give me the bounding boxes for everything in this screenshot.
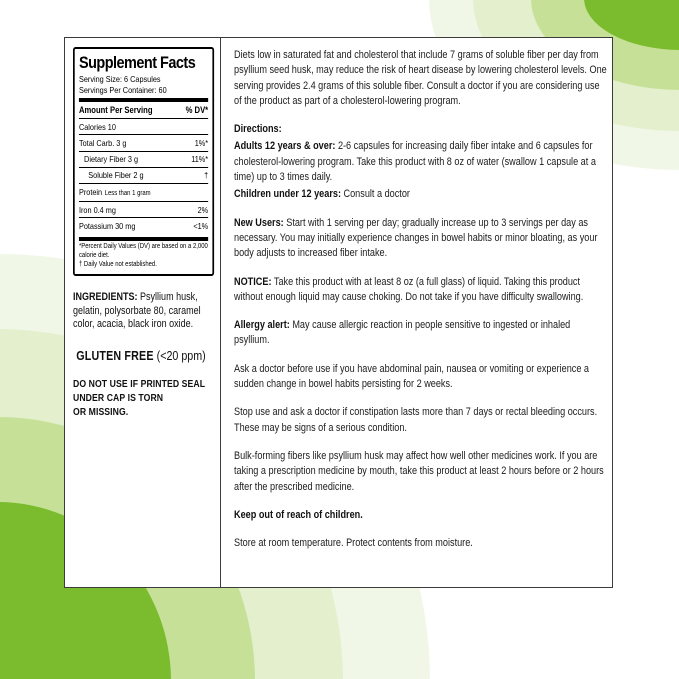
info-paragraph: [234, 122, 607, 137]
paragraph-lead: Allergy alert:: [234, 319, 290, 332]
usage-information: [234, 48, 607, 551]
nutrient-row: Protein Less than 1 gram: [79, 183, 208, 201]
seal-warning-line: DO NOT USE IF PRINTED SEAL: [73, 379, 206, 391]
ingredients-list: Psyllium husk, gelatin, polysorbate 80, caramel color, acacia, black iron oxide.: [73, 290, 201, 331]
info-paragraph: Store at room temperature. Protect contents from moisture.: [234, 537, 473, 550]
daily-value-footnotes: [79, 241, 208, 270]
label-box: [64, 37, 613, 588]
nutrient-row: Calories 10: [79, 118, 208, 134]
info-paragraph: Bulk-forming fibers like psyllium husk may affect how well other medicines work. If you are taking a prescription medicine by mouth, take this product at least 2 hours before or 2 hours after the prescribed medicine.: [234, 449, 604, 493]
paragraph-lead: NOTICE:: [234, 275, 272, 288]
nutrient-row: Iron 0.4 mg 2%: [79, 201, 208, 217]
info-paragraph: New Users: Start with 1 serving per day; gradually increase up to 3 servings per day as necessary. You may initially experience changes in bowel habits or minor bloating, as your body adjusts to increased fiber intake.: [234, 216, 598, 260]
info-paragraph: Adults 12 years & over: 2-6 capsules for increasing daily fiber intake and 6 capsules for cholesterol-lowering program. Take this product with 8 oz of water (swallow 1 capsule at a time) up to 3 times daily.: [234, 140, 596, 184]
dv-header-label: % DV*: [185, 105, 209, 116]
nutrient-row: Total Carb. 3 g 1%*: [79, 134, 208, 150]
seal-warning-line: UNDER CAP IS TORN: [73, 393, 164, 405]
paragraph-lead: Children under 12 years:: [234, 188, 341, 201]
info-paragraph: Ask a doctor before use if you have abdominal pain, nausea or vomiting or experience a sudden change in bowel habits persisting for 2 weeks.: [234, 362, 590, 391]
label-right-column: [221, 38, 612, 587]
info-paragraph: Children under 12 years: Consult a doctor: [234, 188, 410, 201]
supplement-facts-title: Supplement Facts: [78, 53, 196, 72]
paragraph-lead: Adults 12 years & over:: [234, 140, 336, 153]
ingredients-text: [73, 291, 209, 332]
gluten-free-label: GLUTEN FREE: [76, 349, 154, 364]
serving-size: Serving Size: 6 Capsules: [78, 74, 161, 84]
nutrient-row: Soluble Fiber 2 g †: [79, 167, 208, 183]
footnote-line: † Daily Value not established.: [78, 261, 157, 269]
nutrient-row: Dietary Fiber 3 g 11%*: [79, 151, 208, 167]
info-paragraph: Stop use and ask a doctor if constipation lasts more than 7 days or rectal bleeding occurs. These may be signs of a serious condition.: [234, 406, 598, 434]
info-paragraph: NOTICE: Take this product with at least 8 oz (a full glass) of liquid. Taking this product without enough liquid may cause choking. Do not take if you have difficulty swallowing.: [234, 275, 584, 303]
nutrient-rows: [79, 118, 208, 233]
gluten-free-text: [73, 349, 209, 363]
supplement-facts-panel: [73, 47, 214, 276]
amount-per-serving-header: [79, 102, 208, 118]
info-paragraph: Allergy alert: May cause allergic reaction in people sensitive to ingested or inhaled psyllium.: [234, 319, 571, 347]
servings-per-container: Servings Per Container: 60: [78, 84, 167, 95]
seal-warning-line: OR MISSING.: [73, 407, 129, 419]
info-paragraph: Diets low in saturated fat and cholesterol that include 7 grams of soluble fiber per day from psyllium seed husk, may reduce the risk of heart disease by lowering cholesterol levels. One serving provides 2.4 grams of this soluble fiber. Consult a doctor if you are considering use of the product as part of a cholesterol-lowering program.: [234, 49, 607, 107]
label-left-column: [65, 38, 221, 587]
nutrient-row: Potassium 30 mg <1%: [79, 217, 208, 233]
info-paragraph: [234, 508, 607, 523]
nutrient-note: Less than 1 gram: [104, 189, 151, 197]
ingredients-label: INGREDIENTS:: [73, 290, 138, 303]
gluten-free-detail: (<20 ppm): [153, 349, 206, 364]
seal-warning-text: [73, 378, 216, 420]
paragraph-lead: Keep out of reach of children.: [234, 508, 363, 521]
paragraph-lead: New Users:: [234, 216, 284, 229]
amount-header-label: Amount Per Serving: [78, 105, 153, 116]
paragraph-lead: Directions:: [234, 123, 282, 136]
footnote-line: *Percent Daily Values (DV) are based on a 2,000 calorie diet.: [78, 243, 208, 259]
